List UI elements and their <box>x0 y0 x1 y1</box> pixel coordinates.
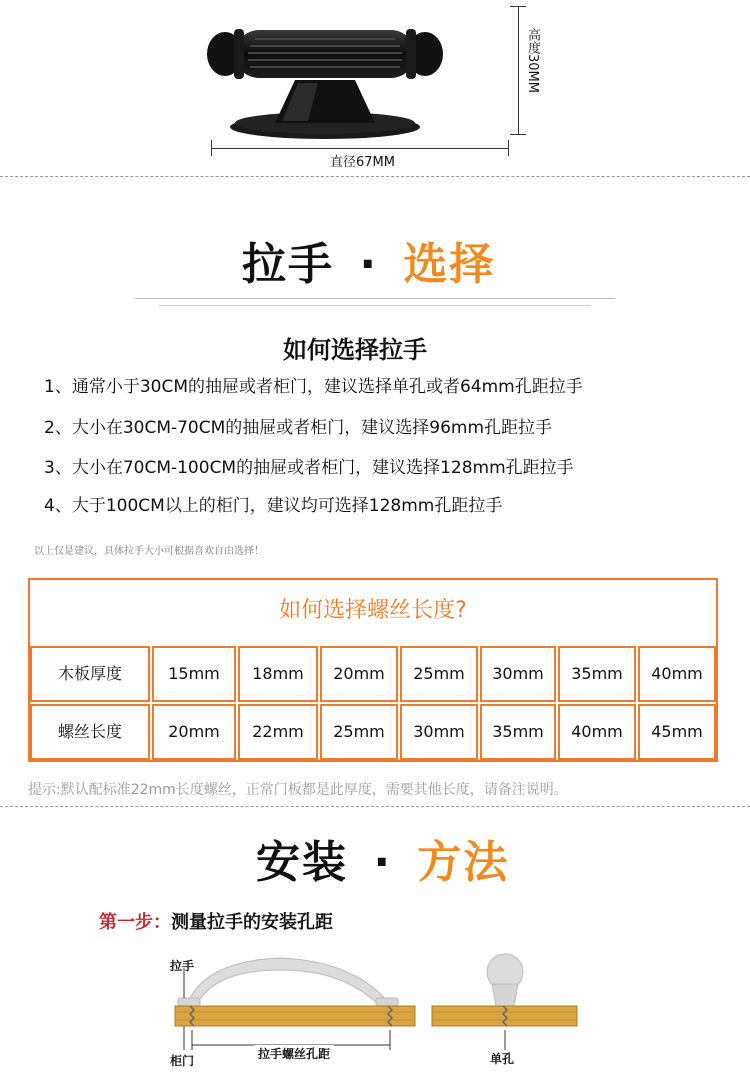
diameter-tick-right <box>508 140 509 156</box>
height-tick-bottom <box>510 134 526 135</box>
table-cell: 18mm <box>238 646 318 702</box>
divider-1 <box>0 176 750 177</box>
table-row-label: 木板厚度 <box>30 646 150 702</box>
screw-table-title: 如何选择螺丝长度? <box>279 598 467 623</box>
table-cell: 40mm <box>558 704 636 760</box>
table-cell: 25mm <box>320 704 398 760</box>
label-single-hole: 单孔 <box>490 1052 515 1066</box>
install-title <box>256 826 509 890</box>
table-cell: 20mm <box>152 704 236 760</box>
height-dimension-line <box>518 6 519 134</box>
table-cell: 22mm <box>238 704 318 760</box>
screw-hint: 提示:默认配标准22mm长度螺丝，正常门板都是此厚度，需要其他长度，请备注说明。 <box>28 782 568 798</box>
table-cell: 20mm <box>320 646 398 702</box>
select-title-part2: 选择 <box>403 239 496 290</box>
height-tick-top <box>510 6 526 7</box>
table-cell: 15mm <box>152 646 236 702</box>
table-cell: 25mm <box>400 646 478 702</box>
select-subtitle: 如何选择拉手 <box>283 336 427 364</box>
step-text: 测量拉手的安装孔距 <box>171 912 333 933</box>
select-title-part1: 拉手 <box>242 239 334 290</box>
table-cell: 30mm <box>480 646 556 702</box>
diameter-tick-left <box>211 140 212 156</box>
table-cell: 35mm <box>558 646 636 702</box>
install-title-dot: · <box>373 837 393 888</box>
height-label: 高度30MM <box>525 28 540 93</box>
diameter-label: 直径67MM <box>330 155 395 170</box>
rule-1: 1、通常小于30CM的抽屉或者柜门，建议选择单孔或者64mm孔距拉手 <box>44 377 583 397</box>
divider-2 <box>0 806 750 807</box>
handle-diagram <box>170 950 590 1070</box>
label-handle: 拉手 <box>170 959 195 973</box>
install-title-part2: 方法 <box>417 837 510 888</box>
diameter-dimension-line <box>211 148 509 149</box>
rule-3: 3、大小在70CM-100CM的抽屉或者柜门，建议选择128mm孔距拉手 <box>44 458 574 478</box>
table-cell: 30mm <box>400 704 478 760</box>
install-title-part1: 安装 <box>256 837 348 888</box>
select-title <box>242 228 495 292</box>
rule-2: 2、大小在30CM-70CM的抽屉或者柜门，建议选择96mm孔距拉手 <box>44 418 553 438</box>
label-door: 柜门 <box>170 1054 195 1068</box>
table-row-label: 螺丝长度 <box>30 704 150 760</box>
label-spacing: 拉手螺丝孔距 <box>254 1045 334 1062</box>
table-cell: 45mm <box>638 704 716 760</box>
decorative-small-text <box>135 298 615 308</box>
rule-4: 4、大于100CM以上的柜门，建议均可选择128mm孔距拉手 <box>44 496 503 516</box>
step-prefix: 第一步： <box>99 912 171 933</box>
table-cell: 35mm <box>480 704 556 760</box>
knob-product-image <box>200 15 460 145</box>
select-note: 以上仅是建议，具体拉手大小可根据喜欢自由选择！ <box>34 546 264 557</box>
step-one <box>99 908 333 934</box>
select-title-dot: · <box>359 239 379 290</box>
table-cell: 40mm <box>638 646 716 702</box>
